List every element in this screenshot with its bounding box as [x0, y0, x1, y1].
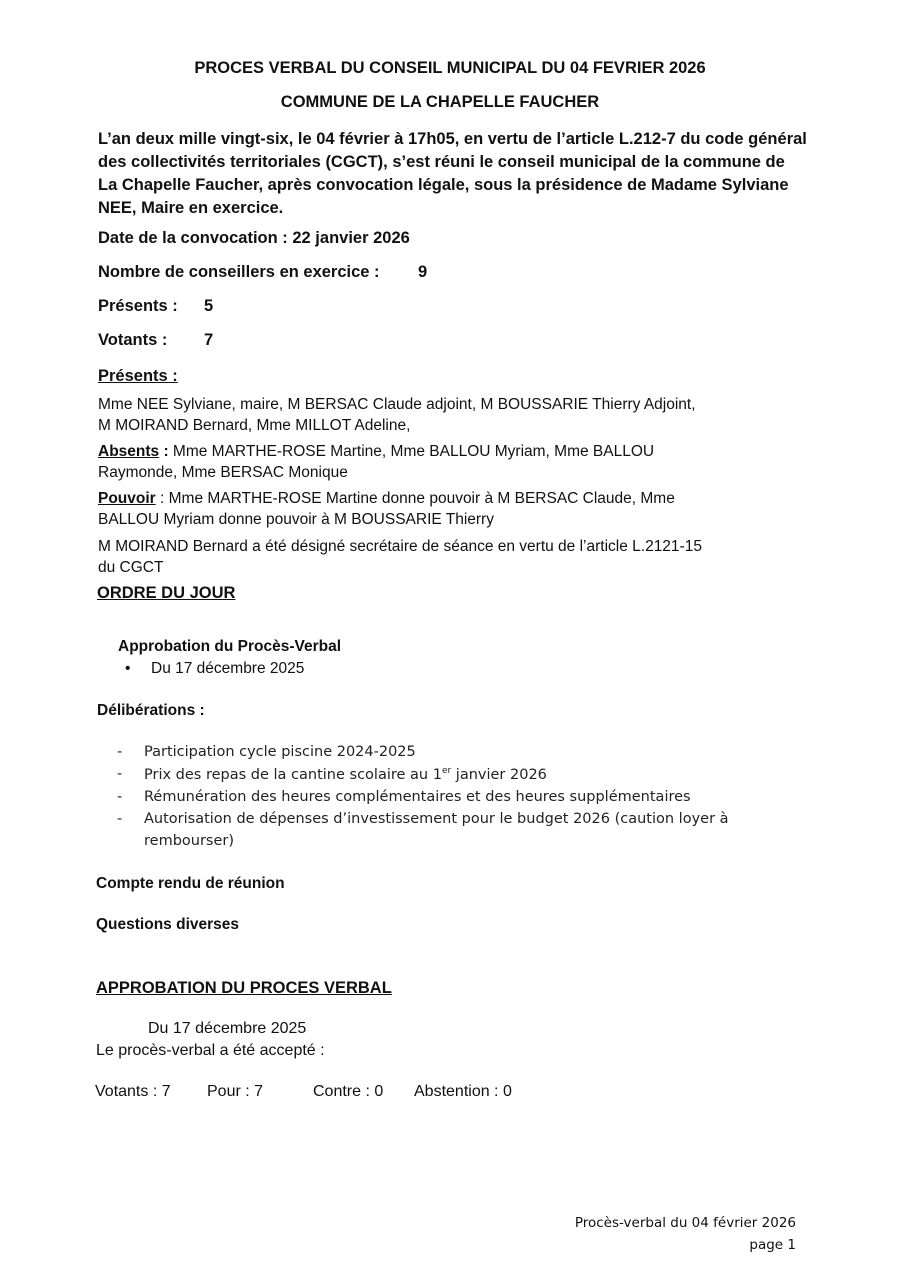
intro-paragraph: L’an deux mille vingt-six, le 04 février à 17h05, en vertu de l’article L.212-7 du code général des collectivités territoriales (CGCT), s’est réuni le conseil municipal de la commune de La Chapelle Faucher, après convocation légale, sous la présidence de Madame Sylviane NEE, Maire en exercice.: [98, 130, 807, 217]
presents-value: 5: [204, 297, 214, 315]
vote-abstention: Abstention : 0: [414, 1083, 512, 1100]
absents-heading: Absents: [98, 443, 160, 460]
pouvoir-line-2: BALLOU Myriam donne pouvoir à M BOUSSARIE Thierry: [98, 511, 494, 528]
pouvoir-block: [98, 488, 798, 530]
conseillers-value: 9: [418, 263, 428, 281]
conseillers-field: [98, 263, 428, 282]
deliberation-text-1: Participation cycle piscine 2024-2025: [144, 744, 416, 760]
convocation-date: Date de la convocation : 22 janvier 2026: [98, 229, 410, 247]
absents-line-1: [98, 441, 798, 462]
document-title: PROCES VERBAL DU CONSEIL MUNICIPAL DU 04 FEVRIER 2026: [194, 59, 706, 77]
approbation-item: Du 17 décembre 2025: [151, 660, 305, 677]
vote-votants: Votants : 7: [95, 1083, 171, 1100]
deliberation-item-4-cont: rembourser): [144, 833, 235, 849]
deliberation-dash-1: -: [117, 744, 123, 760]
conseillers-label: Nombre de conseillers en exercice :: [98, 263, 380, 281]
footer-page-number: page 1: [749, 1237, 796, 1253]
pouvoir-heading: Pouvoir: [98, 490, 156, 507]
vote-pour: Pour : 7: [207, 1083, 264, 1100]
deliberation-sup-2: er: [441, 766, 452, 776]
presents-field: [98, 297, 214, 316]
secretaire-line-2: du CGCT: [98, 559, 164, 576]
presents-label: Présents :: [98, 297, 178, 315]
deliberation-text-2a: Prix des repas de la cantine scolaire au 1: [144, 766, 442, 783]
absents-colon: :: [159, 443, 169, 460]
approbation-bullet: •: [125, 660, 131, 677]
votants-value: 7: [204, 331, 214, 349]
pouvoir-text: : Mme MARTHE-ROSE Martine donne pouvoir à M BERSAC Claude, Mme: [155, 490, 675, 507]
deliberation-item-1: [117, 744, 416, 760]
absents-block: [98, 441, 798, 483]
deliberation-dash-2: -: [117, 766, 123, 782]
presents-line-2: M MOIRAND Bernard, Mme MILLOT Adeline,: [98, 417, 411, 434]
pouvoir-line-1: [98, 488, 798, 509]
approbation-section-date: Du 17 décembre 2025: [148, 1020, 307, 1037]
votants-label: Votants :: [98, 331, 168, 349]
secretaire-line-1: M MOIRAND Bernard a été désigné secrétaire de séance en vertu de l’article L.2121-15: [98, 538, 702, 555]
presents-list: [98, 394, 798, 436]
vote-contre: Contre : 0: [313, 1083, 384, 1100]
ordre-du-jour-heading: ORDRE DU JOUR: [97, 584, 236, 602]
secretaire-block: [98, 536, 798, 578]
deliberation-item-2: [117, 766, 547, 783]
page-footer: [575, 1212, 796, 1256]
presents-heading: Présents :: [98, 367, 178, 385]
absents-line-2: Raymonde, Mme BERSAC Monique: [98, 464, 348, 481]
compte-rendu: Compte rendu de réunion: [96, 875, 285, 892]
approbation-accepted: Le procès-verbal a été accepté :: [96, 1042, 325, 1059]
presents-line-1: Mme NEE Sylviane, maire, M BERSAC Claude adjoint, M BOUSSARIE Thierry Adjoint,: [98, 396, 696, 413]
deliberation-item-4: [117, 811, 729, 827]
deliberation-dash-3: -: [117, 789, 123, 805]
footer-title: Procès-verbal du 04 février 2026: [574, 1215, 796, 1231]
deliberations-title: Délibérations :: [97, 702, 205, 719]
commune-title: COMMUNE DE LA CHAPELLE FAUCHER: [280, 93, 600, 111]
absents-text: Mme MARTHE-ROSE Martine, Mme BALLOU Myriam, Mme BALLOU: [168, 443, 655, 460]
deliberation-text-3: Rémunération des heures complémentaires et des heures supplémentaires: [144, 789, 691, 805]
deliberation-item-3: [117, 789, 691, 805]
approbation-section-heading: APPROBATION DU PROCES VERBAL: [96, 979, 392, 997]
deliberation-text-2b: janvier 2026: [451, 766, 547, 783]
questions-diverses: Questions diverses: [96, 916, 240, 933]
votants-field: [98, 331, 214, 350]
deliberation-dash-4: -: [117, 811, 123, 827]
approbation-title: Approbation du Procès-Verbal: [118, 638, 342, 655]
deliberation-text-4: Autorisation de dépenses d’investissement pour le budget 2026 (caution loyer à: [144, 811, 729, 827]
